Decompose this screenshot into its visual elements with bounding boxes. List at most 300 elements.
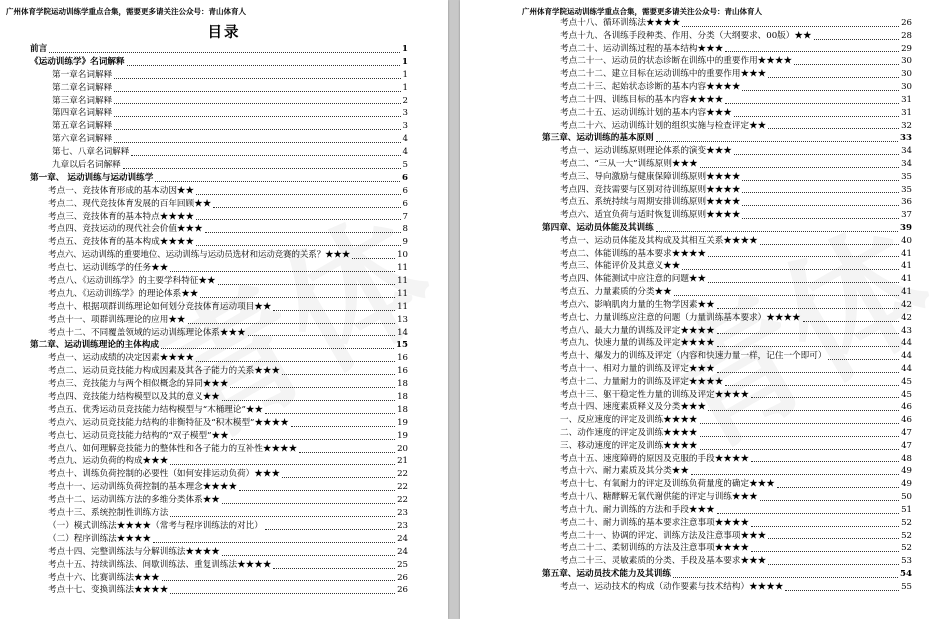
toc-page-number: 46: [901, 402, 912, 413]
toc-entry[interactable]: [30, 159, 408, 172]
toc-entry-text: 考点七、运动训练学的任务★★: [48, 263, 169, 274]
toc-page-number: 8: [402, 224, 408, 235]
toc-leader-dots: [742, 218, 899, 219]
toc-leader-dots: [273, 310, 395, 311]
toc-entry[interactable]: [542, 478, 912, 491]
toc-chapter-entry[interactable]: [30, 339, 408, 352]
toc-leader-dots: [691, 474, 899, 475]
toc-page-number: 49: [901, 479, 912, 490]
toc-entry[interactable]: [542, 542, 912, 555]
toc-page-number: 18: [397, 392, 408, 403]
toc-leader-dots: [222, 555, 395, 556]
toc-entry[interactable]: [542, 184, 912, 197]
toc-entry-text: 考点一、运动技术的构成（动作要素与技术结构）★★★★: [560, 581, 784, 592]
toc-leader-dots: [213, 207, 400, 208]
toc-entry[interactable]: [542, 260, 912, 273]
toc-page-number: 33: [900, 133, 912, 144]
toc-entry[interactable]: [542, 530, 912, 543]
toc-page-number: 44: [901, 351, 912, 362]
toc-entry[interactable]: [542, 453, 912, 466]
toc-chapter-entry[interactable]: [30, 172, 408, 185]
toc-page-number: 46: [901, 415, 912, 426]
toc-leader-dots: [785, 590, 899, 591]
toc-entry-text: 第三章、运动训练的基本原则: [542, 133, 654, 144]
toc-entry[interactable]: [30, 365, 408, 378]
toc-page-number: 37: [901, 210, 912, 221]
toc-leader-dots: [205, 232, 401, 233]
toc-page-number: 54: [900, 568, 912, 579]
toc-page-number: 52: [901, 530, 912, 541]
toc-list: [542, 17, 912, 594]
toc-page-number: 42: [901, 299, 912, 310]
toc-entry[interactable]: [542, 120, 912, 133]
toc-entry-text: 考点三、竞技能力与两个相似概念的异同★★★: [48, 379, 229, 390]
toc-leader-dots: [162, 580, 395, 581]
toc-entry-text: （一）模式训练法★★★★（常考与程序训练法的对比）: [48, 520, 263, 531]
toc-entry-text: 第二章名词解释: [52, 82, 113, 93]
toc-leader-dots: [170, 464, 395, 465]
toc-entry-text: 考点十四、完整训练法与分解训练法★★★★: [48, 546, 220, 557]
toc-entry-text: 考点八、《运动训练学》的主要学科特征★★: [48, 276, 216, 287]
toc-entry-text: 考点五、优秀运动员竞技能力结构模型与“木桶理论”★★: [48, 404, 264, 415]
toc-entry[interactable]: [542, 107, 912, 120]
toc-entry[interactable]: [542, 350, 912, 363]
toc-page-number: 19: [397, 430, 408, 441]
toc-leader-dots: [777, 487, 899, 488]
toc-page-number: 43: [901, 325, 912, 336]
toc-page-number: 50: [901, 492, 912, 503]
toc-entry[interactable]: [30, 249, 408, 262]
toc-entry-text: 考点十三、躯干稳定性力量的训练及评定★★★★: [560, 389, 750, 400]
toc-page-number: 31: [901, 107, 912, 118]
toc-leader-dots: [725, 385, 899, 386]
toc-entry[interactable]: [30, 262, 408, 275]
toc-leader-dots: [239, 490, 395, 491]
toc-entry[interactable]: [30, 301, 408, 314]
toc-entry-text: 考点十五、持续训练法、间歇训练法、重复训练法★★★★: [48, 559, 272, 570]
toc-page-number: 45: [901, 389, 912, 400]
toc-entry[interactable]: [30, 559, 408, 572]
toc-leader-dots: [674, 295, 899, 296]
toc-chapter-entry[interactable]: [542, 568, 912, 581]
toc-leader-dots: [265, 413, 395, 414]
toc-entry-text: 考点十五、速度障碍的原因及克服的手段★★★★: [560, 453, 750, 464]
toc-entry[interactable]: [30, 198, 408, 211]
toc-entry[interactable]: [542, 171, 912, 184]
toc-page-number: 26: [397, 572, 408, 583]
toc-entry-text: 考点二、体能训练的基本要求★★★★: [560, 248, 707, 259]
toc-leader-dots: [673, 577, 898, 578]
toc-entry[interactable]: [542, 81, 912, 94]
toc-leader-dots: [794, 64, 899, 65]
toc-entry[interactable]: [542, 465, 912, 478]
toc-entry[interactable]: [542, 196, 912, 209]
toc-leader-dots: [352, 258, 395, 259]
toc-entry[interactable]: [542, 517, 912, 530]
toc-entry[interactable]: [30, 481, 408, 494]
toc-entry-text: 考点九、《运动训练学》的理论体系★★: [48, 288, 199, 299]
toc-entry[interactable]: [30, 185, 408, 198]
toc-entry[interactable]: [30, 533, 408, 546]
toc-entry[interactable]: [30, 223, 408, 236]
toc-leader-dots: [725, 103, 899, 104]
toc-leader-dots: [751, 397, 899, 398]
toc-leader-dots: [153, 542, 395, 543]
toc-leader-dots: [803, 321, 899, 322]
toc-chapter-entry[interactable]: [542, 222, 912, 235]
toc-entry-text: 考点二十一、运动员的状态诊断在训练中的重要作用★★★★: [560, 56, 793, 67]
toc-page-number: 13: [397, 314, 408, 325]
toc-entry[interactable]: [30, 494, 408, 507]
toc-entry-text: 二、动作速度的评定及训练★★★★: [560, 428, 698, 438]
toc-leader-dots: [742, 180, 899, 181]
toc-page-number: 16: [397, 353, 408, 364]
toc-entry-text: 考点一、运动员体能及其构成及其相互关系★★★★: [560, 235, 758, 246]
toc-entry-text: 考点十七、变换训练法★★★★: [48, 585, 169, 596]
toc-leader-dots: [114, 142, 400, 143]
toc-page-number: 11: [397, 301, 408, 312]
toc-entry-text: 考点二十、运动训练过程的基本结构★★★: [560, 43, 724, 54]
toc-entry[interactable]: [542, 376, 912, 389]
toc-entry-text: 考点六、影响肌肉力量的生物学因素★★: [560, 299, 715, 310]
toc-entry-text: 第四章名词解释: [52, 108, 113, 119]
toc-page-number: 22: [397, 469, 408, 480]
toc-leader-dots: [717, 513, 899, 514]
toc-entry[interactable]: [542, 414, 912, 427]
toc-entry-text: 第一章、 运动训练与运动训练学: [30, 172, 154, 183]
toc-page-number: 22: [397, 495, 408, 506]
toc-page-number: 6: [402, 185, 408, 196]
toc-page-number: 3: [402, 121, 408, 132]
toc-entry-text: 考点四、竞技能力结构模型以及其的意义★★: [48, 392, 220, 403]
toc-entry-text: 考点三、导向激励与健康保障训练原则★★★★: [560, 171, 741, 182]
toc-entry[interactable]: [30, 520, 408, 533]
toc-entry[interactable]: [30, 546, 408, 559]
toc-page-number: 34: [901, 158, 912, 169]
toc-leader-dots: [734, 116, 899, 117]
toc-entry[interactable]: [30, 327, 408, 340]
toc-entry[interactable]: [542, 30, 912, 43]
toc-leader-dots: [291, 426, 395, 427]
toc-page-number: 20: [397, 443, 408, 454]
toc-entry[interactable]: [30, 391, 408, 404]
toc-page-number: 29: [901, 43, 912, 54]
toc-leader-dots: [700, 449, 900, 450]
toc-entry-text: 考点二十五、运动训练计划的基本内容★★★: [560, 107, 732, 118]
toc-page-number: 23: [397, 520, 408, 531]
toc-page-number: 1: [402, 82, 408, 93]
page-header: 广州体育学院运动训练学重点合集，需要更多请关注公众号：青山体育人: [6, 7, 246, 16]
toc-page-number: 41: [901, 248, 912, 259]
toc-leader-dots: [299, 452, 395, 453]
toc-entry[interactable]: [542, 68, 912, 81]
toc-page-number: 36: [901, 197, 912, 208]
toc-leader-dots: [230, 387, 395, 388]
toc-leader-dots: [682, 269, 899, 270]
toc-page-number: 35: [901, 184, 912, 195]
toc-leader-dots: [717, 333, 899, 334]
toc-page-number: 6: [402, 172, 408, 183]
toc-entry[interactable]: [542, 94, 912, 107]
toc-leader-dots: [200, 297, 395, 298]
toc-page-number: 39: [900, 223, 912, 233]
toc-leader-dots: [700, 167, 899, 168]
toc-entry[interactable]: [542, 299, 912, 312]
toc-leader-dots: [114, 78, 400, 79]
toc-entry-text: 前言: [30, 43, 48, 54]
toc-entry[interactable]: [30, 468, 408, 481]
document-page-right: [460, 0, 940, 619]
toc-entry-text: 考点四、竞技需要与区别对待训练原则★★★★: [560, 184, 741, 195]
toc-page-number: 41: [901, 287, 912, 298]
toc-entry-text: 考点十一、运动训练负荷控制的基本理念★★★★: [48, 482, 238, 493]
toc-entry-text: 考点二十三、起始状态诊断的基本内容★★★★: [560, 82, 741, 93]
toc-entry[interactable]: [30, 378, 408, 391]
toc-page-number: 1: [402, 43, 408, 54]
toc-entry-text: 考点二十二、柔韧训练的方法及注意事项★★★★: [560, 543, 750, 554]
toc-page-number: 26: [397, 585, 408, 596]
toc-page-number: 15: [396, 340, 408, 351]
toc-page-number: 42: [901, 312, 912, 323]
toc-leader-dots: [768, 538, 899, 539]
toc-leader-dots: [828, 359, 899, 360]
toc-entry[interactable]: [542, 312, 912, 325]
toc-entry[interactable]: [30, 211, 408, 224]
toc-leader-dots: [170, 593, 395, 594]
toc-entry-text: 三、移动速度的评定及训练★★★★: [560, 440, 698, 451]
toc-entry-text: 考点十二、力量耐力的训练及评定★★★★: [560, 376, 724, 387]
toc-chapter-entry[interactable]: [542, 132, 912, 145]
toc-leader-dots: [742, 205, 899, 206]
toc-entry-text: 考点一、运动训练原则理论体系的演变★★★: [560, 146, 732, 157]
toc-leader-dots: [682, 26, 899, 27]
toc-entry-text: 考点十七、有氧耐力的评定及训练负荷量度的确定★★★: [560, 479, 775, 490]
toc-leader-dots: [123, 168, 401, 169]
toc-page-number: 16: [397, 366, 408, 377]
toc-leader-dots: [114, 129, 400, 130]
toc-page-number: 22: [397, 482, 408, 493]
toc-entry-text: 考点四、竞技运动的现代社会价值★★★: [48, 224, 203, 235]
toc-leader-dots: [114, 103, 400, 104]
toc-entry[interactable]: [542, 427, 912, 440]
toc-page-number: 35: [901, 171, 912, 182]
toc-page-number: 52: [901, 543, 912, 554]
toc-page-number: 18: [397, 404, 408, 415]
toc-entry[interactable]: [542, 491, 912, 504]
toc-leader-dots: [734, 154, 899, 155]
toc-entry[interactable]: [30, 275, 408, 288]
toc-page-number: 32: [901, 120, 912, 131]
toc-leader-dots: [218, 284, 395, 285]
toc-entry[interactable]: [30, 69, 408, 82]
toc-entry-text: 第三章名词解释: [52, 95, 113, 106]
toc-page-number: 24: [397, 546, 408, 557]
toc-entry[interactable]: [30, 417, 408, 430]
toc-entry[interactable]: [30, 95, 408, 108]
toc-entry[interactable]: [30, 314, 408, 327]
toc-entry[interactable]: [542, 286, 912, 299]
toc-entry[interactable]: [30, 236, 408, 249]
toc-entry[interactable]: [542, 363, 912, 376]
toc-leader-dots: [708, 410, 899, 411]
toc-entry[interactable]: [30, 507, 408, 520]
toc-entry[interactable]: [30, 584, 408, 597]
toc-entry[interactable]: [30, 133, 408, 146]
toc-entry-text: 考点十二、运动训练方法的多维分类体系★★: [48, 495, 220, 506]
toc-entry[interactable]: [542, 581, 912, 594]
toc-chapter-entry[interactable]: [30, 56, 408, 69]
toc-page-number: 44: [901, 363, 912, 374]
toc-entry-text: 考点二十四、训练目标的基本内容★★★★: [560, 94, 724, 105]
toc-entry[interactable]: [542, 504, 912, 517]
toc-page-number: 2: [402, 95, 408, 106]
toc-entry[interactable]: [542, 337, 912, 350]
page-header: 广州体育学院运动训练学重点合集，需要更多请关注公众号：青山体育人: [522, 7, 762, 16]
toc-leader-dots: [265, 529, 395, 530]
toc-entry-text: 考点二十一、协调的评定、训练方法及注意事项★★★: [560, 530, 767, 541]
toc-entry-text: 第七、八章名词解释: [52, 147, 130, 158]
toc-entry-text: 考点二十二、建立目标在运动训练中的重要作用★★★: [560, 69, 767, 80]
toc-leader-dots: [751, 526, 899, 527]
toc-entry-text: 考点七、力量训练应注意的问题（力量训练基本要求）★★★★: [560, 312, 801, 323]
toc-page-number: 7: [402, 211, 408, 222]
toc-entry[interactable]: [30, 107, 408, 120]
toc-entry-text: 《运动训练学》名词解释: [30, 56, 125, 67]
toc-entry[interactable]: [542, 248, 912, 261]
toc-leader-dots: [656, 231, 898, 232]
toc-entry[interactable]: [542, 55, 912, 68]
toc-leader-dots: [717, 372, 899, 373]
toc-page-number: 47: [901, 428, 912, 438]
toc-leader-dots: [222, 503, 395, 504]
toc-entry-text: 考点十九、耐力训练的方法和手段★★★: [560, 504, 715, 515]
toc-entry-text: 考点十八、循环训练法★★★★: [560, 18, 681, 28]
toc-entry[interactable]: [30, 288, 408, 301]
toc-leader-dots: [760, 244, 899, 245]
toc-page-number: 47: [901, 440, 912, 451]
toc-entry-text: 第一章名词解释: [52, 69, 113, 80]
toc-leader-dots: [717, 346, 899, 347]
toc-page-number: 41: [901, 274, 912, 285]
toc-entry[interactable]: [30, 456, 408, 469]
toc-page-number: 24: [397, 533, 408, 544]
toc-entry[interactable]: [30, 146, 408, 159]
toc-leader-dots: [49, 52, 400, 53]
toc-entry[interactable]: [30, 82, 408, 95]
toc-entry[interactable]: [542, 273, 912, 286]
toc-page-number: 25: [397, 559, 408, 570]
toc-entry-text: 考点九、运动负荷的构成★★★: [48, 456, 169, 467]
toc-page-number: 5: [402, 160, 408, 170]
toc-leader-dots: [131, 155, 400, 156]
toc-entry-text: 第六章名词解释: [52, 134, 113, 145]
toc-page-number: 30: [901, 82, 912, 93]
toc-entry[interactable]: [542, 158, 912, 171]
toc-entry[interactable]: [30, 443, 408, 456]
toc-leader-dots: [768, 564, 899, 565]
toc-leader-dots: [717, 308, 899, 309]
toc-leader-dots: [768, 77, 899, 78]
toc-leader-dots: [742, 90, 899, 91]
toc-entry[interactable]: [542, 235, 912, 248]
toc-entry-text: 考点二、“三从一大”训练原则★★★: [560, 158, 698, 169]
toc-entry-text: 考点七、运动员竞技能力结构的“双子模型”★★: [48, 430, 229, 441]
toc-entry[interactable]: [30, 430, 408, 443]
toc-entry-text: 考点五、竞技体育的基本构成★★★★: [48, 237, 195, 248]
toc-page-number: 11: [397, 288, 408, 299]
toc-leader-dots: [188, 323, 396, 324]
toc-leader-dots: [700, 436, 900, 437]
toc-leader-dots: [760, 500, 899, 501]
toc-entry[interactable]: [542, 555, 912, 568]
toc-entry-text: 第五章、运动员技术能力及其训练: [542, 568, 671, 579]
toc-entry[interactable]: [542, 389, 912, 402]
toc-entry[interactable]: [30, 572, 408, 585]
document-page-left: [0, 0, 448, 619]
toc-entry[interactable]: [30, 404, 408, 417]
toc-leader-dots: [742, 192, 899, 193]
toc-leader-dots: [708, 256, 899, 257]
toc-page-number: 3: [402, 108, 408, 119]
toc-entry[interactable]: [542, 325, 912, 338]
toc-leader-dots: [282, 477, 395, 478]
toc-entry-text: 考点十、根据项群训练理论如何划分竞技体育运动项目★★: [48, 301, 272, 312]
toc-entry[interactable]: [30, 352, 408, 365]
toc-entry-text: 考点一、竞技体育形成的基本动因★★: [48, 185, 195, 196]
toc-entry-text: 考点二十三、灵敏素质的分类、手段及基本要求★★★: [560, 556, 767, 567]
toc-leader-dots: [170, 271, 395, 272]
toc-leader-dots: [222, 400, 395, 401]
toc-entry-text: 考点十二、不同覆盖领域的运动训练理论体系★★★: [48, 327, 246, 338]
toc-entry[interactable]: [542, 43, 912, 56]
toc-page-number: 48: [901, 453, 912, 464]
toc-page-number: 45: [901, 376, 912, 387]
toc-leader-dots: [248, 335, 395, 336]
toc-page-number: 31: [901, 94, 912, 105]
toc-entry-text: 考点十一、相对力量的训练及评定★★★: [560, 363, 715, 374]
toc-page-number: 23: [397, 508, 408, 519]
toc-leader-dots: [700, 423, 900, 424]
toc-title: 目录: [207, 25, 241, 41]
toc-page-number: 11: [397, 276, 408, 287]
toc-entry-text: 九章以后名词解释: [52, 160, 121, 170]
toc-entry-text: 考点二、运动员竞技能力构成因素及其各子能力的关系★★★: [48, 366, 281, 377]
toc-entry-text: 考点十、爆发力的训练及评定（内容和快速力量一样，记住一个即可）: [560, 351, 827, 362]
toc-entry-text: 考点十八、糖酵解无氧代谢供能的评定与训练★★★: [560, 492, 758, 503]
toc-leader-dots: [708, 282, 899, 283]
toc-page-number: 30: [901, 69, 912, 80]
toc-leader-dots: [196, 219, 400, 220]
toc-page-number: 14: [397, 327, 408, 338]
toc-entry[interactable]: [30, 120, 408, 133]
toc-entry-text: 第五章名词解释: [52, 121, 113, 132]
toc-entry-text: 考点三、竞技体育的基本特点★★★★: [48, 211, 195, 222]
toc-leader-dots: [751, 551, 899, 552]
toc-page-number: 51: [901, 504, 912, 515]
toc-entry[interactable]: [542, 17, 912, 30]
toc-entry-text: 考点十、训练负荷控制的必要性（如何安排运动负荷）★★★: [48, 469, 281, 480]
toc-entry[interactable]: [542, 440, 912, 453]
toc-entry-text: 考点二十六、运动训练计划的组织实施与检查评定★★: [560, 120, 767, 131]
toc-leader-dots: [155, 181, 400, 182]
toc-entry[interactable]: [542, 145, 912, 158]
toc-leader-dots: [725, 51, 899, 52]
toc-entry[interactable]: [542, 209, 912, 222]
toc-chapter-entry[interactable]: [30, 43, 408, 56]
toc-page-number: 26: [901, 18, 912, 28]
toc-entry-text: 第四章、运动员体能及其训练: [542, 223, 654, 233]
toc-entry[interactable]: [542, 401, 912, 414]
